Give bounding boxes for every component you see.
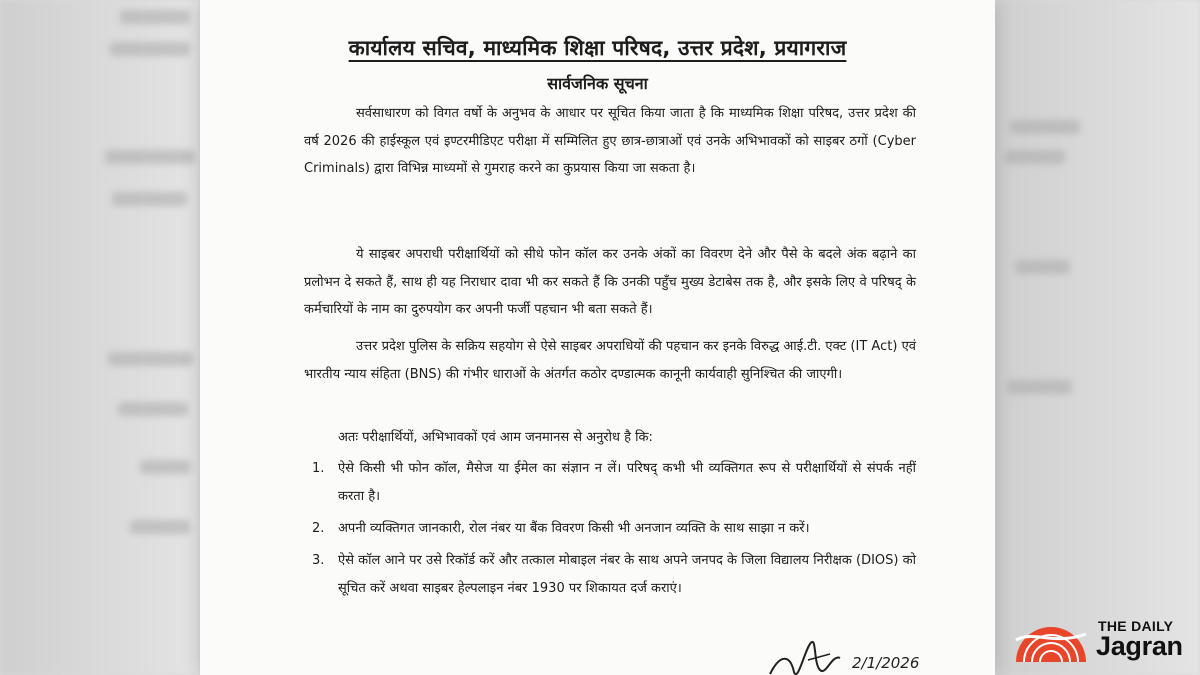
signature-date: 2/1/2026	[852, 654, 920, 672]
notice-heading: सार्वजनिक सूचना	[547, 74, 648, 93]
paragraph-3: उत्तर प्रदेश पुलिस के सक्रिय सहयोग से ऐसे साइबर अपराधियों की पहचान कर इनके विरुद्ध आई.टी. एक्ट (IT Act) एवं भारतीय न्याय संहिता (BNS) की गंभीर धाराओं के अंतर्गत कठोर दण्डात्मक कानूनी कार्यवाही सुनिश्चित की जाएगी।	[304, 339, 916, 382]
list-item	[304, 515, 916, 543]
sunrise-logo-icon	[1014, 620, 1088, 662]
list-item-text: ऐसे किसी भी फोन कॉल, मैसेज या ईमेल का संज्ञान न लें। परिषद् कभी भी व्यक्तिगत रूप से परीक्षार्थियों से संपर्क नहीं करता है।	[338, 461, 916, 504]
list-item	[304, 455, 916, 511]
logo-text-jagran: Jagran	[1096, 631, 1183, 661]
appeal-line: अतः परीक्षार्थियों, अभिभावकों एवं आम जनमानस से अनुरोध है कि:	[338, 430, 653, 445]
list-item	[304, 547, 916, 603]
logo-text-the-daily: THE DAILY	[1098, 618, 1174, 634]
background-right-blur	[995, 0, 1200, 675]
background-left-blur	[0, 0, 200, 675]
list-item-number: 1.	[312, 461, 325, 476]
list-item-text: अपनी व्यक्तिगत जानकारी, रोल नंबर या बैंक विवरण किसी भी अनजान व्यक्ति के साथ साझा न करें।	[338, 521, 810, 536]
instructions-list	[304, 455, 916, 607]
list-item-text: ऐसे कॉल आने पर उसे रिकॉर्ड करें और तत्काल मोबाइल नंबर के साथ अपने जनपद के जिला विद्यालय निरीक्षक (DIOS) को सूचित करें अथवा साइबर हेल्पलाइन नंबर 1930 पर शिकायत दर्ज कराएं।	[338, 553, 916, 596]
office-title: कार्यालय सचिव, माध्यमिक शिक्षा परिषद, उत्तर प्रदेश, प्रयागराज	[348, 36, 847, 60]
list-item-number: 3.	[312, 553, 325, 568]
list-item-number: 2.	[312, 521, 325, 536]
jagran-logo	[1014, 618, 1194, 664]
paragraph-1: सर्वसाधारण को विगत वर्षो के अनुभव के आधार पर सूचित किया जाता है कि माध्यमिक शिक्षा परिषद, उत्तर प्रदेश की वर्ष 2026 की हाईस्कूल एवं इण्टरमीडिएट परीक्षा में सम्मिलित हुए छात्र-छात्राओं एवं उनके अभिभावकों को साइबर ठगों (Cyber Criminals) द्वारा विभिन्न माध्यमों से गुमराह करने का कुप्रयास किया जा सकता है।	[304, 106, 916, 176]
notice-document	[200, 0, 995, 675]
paragraph-2: ये साइबर अपराधी परीक्षार्थियों को सीधे फोन कॉल कर उनके अंकों का विवरण देने और पैसे के बदले अंक बढ़ाने का प्रलोभन दे सकते हैं, साथ ही यह निराधार दावा भी कर सकते हैं कि उनकी पहुँच मुख्य डेटाबेस तक है, और इसके लिए वे परिषद् के कर्मचारियों के नाम का दुरुपयोग कर अपनी फर्जी पहचान भी बता सकते हैं।	[304, 247, 916, 317]
